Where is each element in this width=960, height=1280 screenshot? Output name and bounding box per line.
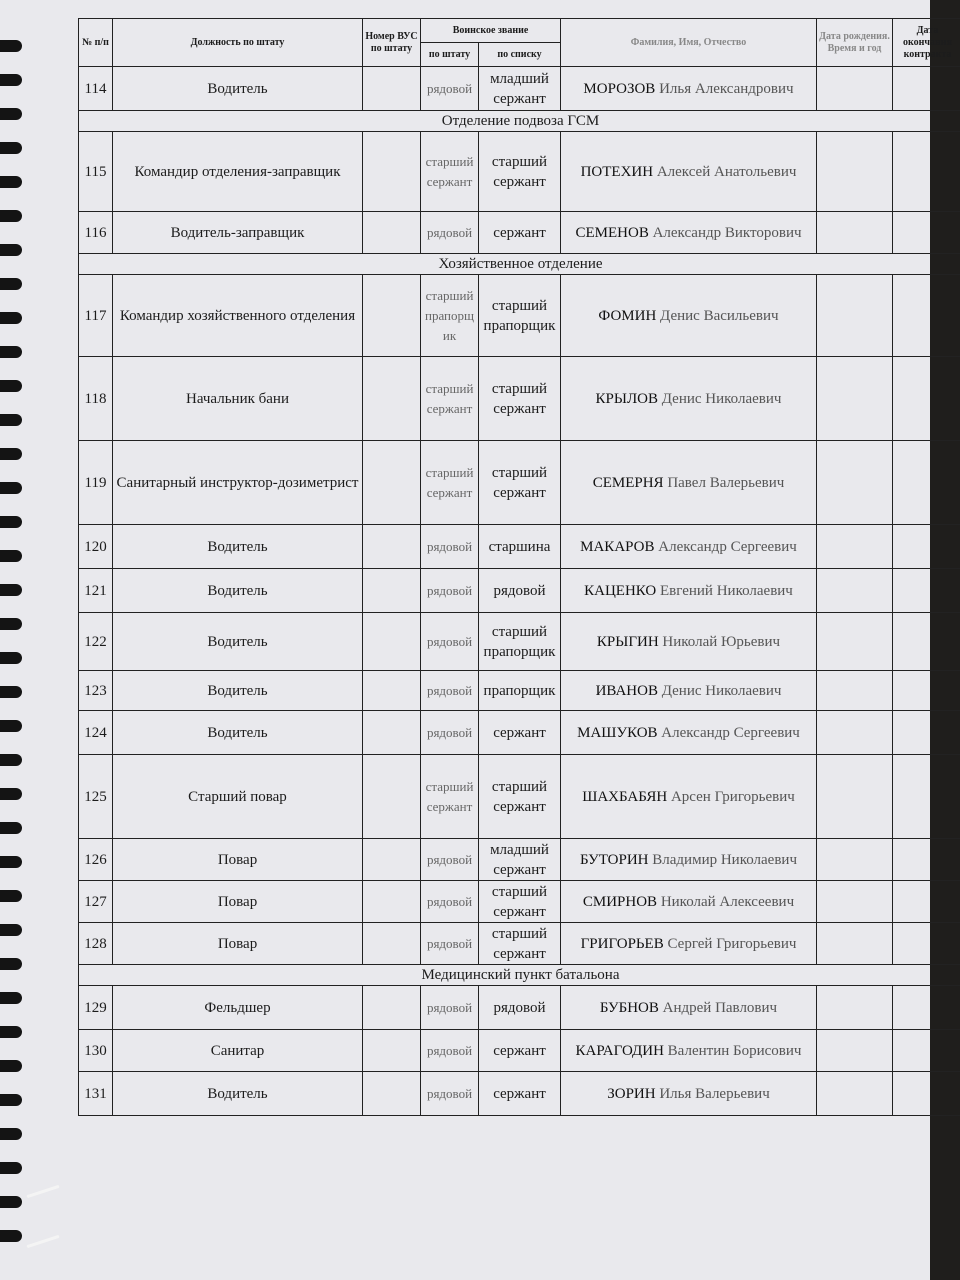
row-rank-list: старший сержант <box>479 357 561 441</box>
row-vus <box>363 212 421 254</box>
row-fio <box>561 67 817 111</box>
fio-last-name: БУТОРИН <box>580 851 649 868</box>
row-position: Водитель <box>113 67 363 111</box>
fio-last-name: СЕМЕНОВ <box>575 224 649 241</box>
fio-last-name: ФОМИН <box>598 307 657 324</box>
row-fio <box>561 671 817 711</box>
row-fio <box>561 613 817 671</box>
row-num: 127 <box>79 881 113 923</box>
section-row <box>79 111 960 132</box>
fio-given-names: Александр Сергеевич <box>658 538 797 555</box>
row-birth <box>817 357 893 441</box>
row-fio <box>561 132 817 212</box>
row-birth <box>817 986 893 1030</box>
fio-given-names: Арсен Григорьевич <box>670 788 795 805</box>
row-birth <box>817 441 893 525</box>
row-fio <box>561 986 817 1030</box>
fio-last-name: МОРОЗОВ <box>583 80 656 97</box>
table-row <box>79 132 960 212</box>
row-rank-staff: рядовой <box>421 881 479 923</box>
binding-ring <box>0 380 22 392</box>
table-row <box>79 1072 960 1116</box>
row-vus <box>363 67 421 111</box>
row-contract <box>893 1030 960 1072</box>
row-fio <box>561 1030 817 1072</box>
row-num: 131 <box>79 1072 113 1116</box>
row-fio <box>561 357 817 441</box>
row-vus <box>363 1030 421 1072</box>
binding-ring <box>0 1060 22 1072</box>
header-contract: Дата окончания контракта <box>893 19 960 67</box>
section-row <box>79 254 960 275</box>
row-birth <box>817 67 893 111</box>
binding-ring <box>0 278 22 290</box>
row-vus <box>363 357 421 441</box>
row-position: Повар <box>113 923 363 965</box>
row-num: 114 <box>79 67 113 111</box>
row-num: 124 <box>79 711 113 755</box>
row-birth <box>817 525 893 569</box>
row-rank-staff: старший сержант <box>421 755 479 839</box>
binding-ring <box>0 312 22 324</box>
row-rank-staff: рядовой <box>421 671 479 711</box>
row-num: 130 <box>79 1030 113 1072</box>
row-fio <box>561 755 817 839</box>
row-rank-list: младший сержант <box>479 839 561 881</box>
row-position: Водитель-заправщик <box>113 212 363 254</box>
row-vus <box>363 986 421 1030</box>
row-position: Начальник бани <box>113 357 363 441</box>
section-title: Отделение подвоза ГСМ <box>79 111 960 132</box>
row-contract <box>893 357 960 441</box>
row-fio <box>561 275 817 357</box>
binding-ring <box>0 992 22 1004</box>
row-position: Старший повар <box>113 755 363 839</box>
row-num: 123 <box>79 671 113 711</box>
fio-last-name: ЗОРИН <box>607 1085 656 1102</box>
binding-ring <box>0 108 22 120</box>
row-rank-list: старший сержант <box>479 132 561 212</box>
row-position: Водитель <box>113 569 363 613</box>
row-birth <box>817 212 893 254</box>
row-position: Водитель <box>113 613 363 671</box>
row-birth <box>817 569 893 613</box>
fio-last-name: МАШУКОВ <box>577 724 658 741</box>
row-birth <box>817 275 893 357</box>
binding-ring <box>0 516 22 528</box>
row-rank-list: старший прапорщик <box>479 613 561 671</box>
binding-ring <box>0 244 22 256</box>
table-row <box>79 441 960 525</box>
fio-last-name: КРЫГИН <box>596 633 659 650</box>
row-contract <box>893 525 960 569</box>
fio-last-name: МАКАРОВ <box>580 538 655 555</box>
row-rank-staff: рядовой <box>421 1072 479 1116</box>
binding-ring <box>0 448 22 460</box>
binding-ring <box>0 890 22 902</box>
section-title: Хозяйственное отделение <box>79 254 960 275</box>
row-contract <box>893 67 960 111</box>
row-num: 117 <box>79 275 113 357</box>
binding-ring <box>0 1026 22 1038</box>
row-rank-list: старший сержант <box>479 881 561 923</box>
row-rank-staff: рядовой <box>421 923 479 965</box>
row-contract <box>893 671 960 711</box>
row-contract <box>893 212 960 254</box>
row-position: Водитель <box>113 671 363 711</box>
fio-given-names: Денис Николаевич <box>661 390 782 407</box>
row-contract <box>893 755 960 839</box>
fio-given-names: Александр Викторович <box>652 224 802 241</box>
table-row <box>79 67 960 111</box>
fio-given-names: Александр Сергеевич <box>661 724 800 741</box>
table-row <box>79 275 960 357</box>
row-num: 120 <box>79 525 113 569</box>
row-rank-list: сержант <box>479 212 561 254</box>
binding-ring <box>0 924 22 936</box>
fio-last-name: ГРИГОРЬЕВ <box>580 935 664 952</box>
header-birth: Дата рождения. Время и год <box>817 19 893 67</box>
row-rank-list: рядовой <box>479 986 561 1030</box>
section-row <box>79 965 960 986</box>
fio-given-names: Андрей Павлович <box>662 999 778 1016</box>
row-num: 121 <box>79 569 113 613</box>
table-row <box>79 711 960 755</box>
row-contract <box>893 569 960 613</box>
header-rank-staff: по штату <box>421 43 479 67</box>
row-rank-list: рядовой <box>479 569 561 613</box>
table-row <box>79 671 960 711</box>
row-vus <box>363 569 421 613</box>
row-num: 118 <box>79 357 113 441</box>
header-rank-list: по списку <box>479 43 561 67</box>
row-rank-staff: рядовой <box>421 212 479 254</box>
fio-given-names: Алексей Анатольевич <box>656 163 797 180</box>
row-contract <box>893 986 960 1030</box>
row-position: Водитель <box>113 711 363 755</box>
row-contract <box>893 132 960 212</box>
row-rank-list: старший сержант <box>479 441 561 525</box>
binding-ring <box>0 788 22 800</box>
fio-last-name: СЕМЕРНЯ <box>592 474 664 491</box>
fio-last-name: ИВАНОВ <box>595 682 658 699</box>
row-vus <box>363 711 421 755</box>
row-vus <box>363 525 421 569</box>
row-rank-staff: старший сержант <box>421 441 479 525</box>
row-birth <box>817 671 893 711</box>
binding-ring <box>0 686 22 698</box>
table-row <box>79 923 960 965</box>
fio-given-names: Денис Николаевич <box>661 682 782 699</box>
row-position: Командир хозяйственного отделения <box>113 275 363 357</box>
table-row <box>79 839 960 881</box>
row-rank-list: младший сержант <box>479 67 561 111</box>
binding-ring <box>0 414 22 426</box>
fio-given-names: Николай Юрьевич <box>662 633 781 650</box>
table-row <box>79 755 960 839</box>
row-rank-list: сержант <box>479 711 561 755</box>
row-contract <box>893 881 960 923</box>
row-birth <box>817 839 893 881</box>
row-rank-staff: рядовой <box>421 711 479 755</box>
section-title: Медицинский пункт батальона <box>79 965 960 986</box>
binding-ring <box>0 958 22 970</box>
row-vus <box>363 613 421 671</box>
binding-ring <box>0 822 22 834</box>
row-fio <box>561 525 817 569</box>
binding-ring <box>0 856 22 868</box>
row-birth <box>817 1030 893 1072</box>
row-position: Повар <box>113 839 363 881</box>
row-num: 122 <box>79 613 113 671</box>
table-row <box>79 986 960 1030</box>
row-rank-list: старшина <box>479 525 561 569</box>
row-contract <box>893 275 960 357</box>
row-contract <box>893 1072 960 1116</box>
fio-given-names: Сергей Григорьевич <box>667 935 797 952</box>
binding-ring <box>0 1230 22 1242</box>
row-fio <box>561 711 817 755</box>
table-row <box>79 613 960 671</box>
row-rank-staff: рядовой <box>421 569 479 613</box>
row-contract <box>893 613 960 671</box>
row-birth <box>817 613 893 671</box>
row-contract <box>893 923 960 965</box>
row-contract <box>893 711 960 755</box>
row-fio <box>561 839 817 881</box>
binding-ring <box>0 74 22 86</box>
row-rank-list: старший прапорщик <box>479 275 561 357</box>
table-row <box>79 1030 960 1072</box>
row-vus <box>363 881 421 923</box>
fio-last-name: ШАХБАБЯН <box>582 788 668 805</box>
row-fio <box>561 569 817 613</box>
row-birth <box>817 881 893 923</box>
binding-ring <box>0 550 22 562</box>
row-contract <box>893 839 960 881</box>
row-rank-staff: рядовой <box>421 1030 479 1072</box>
row-position: Санитар <box>113 1030 363 1072</box>
row-birth <box>817 1072 893 1116</box>
roster-body <box>79 67 960 1116</box>
row-rank-staff: старший сержант <box>421 132 479 212</box>
row-fio <box>561 923 817 965</box>
row-rank-staff: рядовой <box>421 525 479 569</box>
fio-given-names: Евгений Николаевич <box>660 582 793 599</box>
fio-last-name: СМИРНОВ <box>582 893 658 910</box>
row-vus <box>363 1072 421 1116</box>
binding-ring <box>0 720 22 732</box>
binding-ring <box>0 754 22 766</box>
fio-last-name: КАРАГОДИН <box>575 1042 664 1059</box>
row-num: 126 <box>79 839 113 881</box>
row-position: Повар <box>113 881 363 923</box>
row-fio <box>561 212 817 254</box>
row-fio <box>561 1072 817 1116</box>
fio-given-names: Илья Валерьевич <box>659 1085 770 1102</box>
fio-given-names: Денис Васильевич <box>660 307 779 324</box>
header-position: Должность по штату <box>113 19 363 67</box>
binding-ring <box>0 40 22 52</box>
row-vus <box>363 441 421 525</box>
table-row <box>79 357 960 441</box>
row-rank-staff: рядовой <box>421 986 479 1030</box>
row-rank-list: сержант <box>479 1030 561 1072</box>
fio-last-name: ПОТЕХИН <box>580 163 654 180</box>
header-vus: Номер ВУС по штату <box>363 19 421 67</box>
row-num: 125 <box>79 755 113 839</box>
row-birth <box>817 923 893 965</box>
fio-given-names: Павел Валерьевич <box>667 474 785 491</box>
row-fio <box>561 441 817 525</box>
row-vus <box>363 132 421 212</box>
table-row <box>79 569 960 613</box>
row-rank-staff: рядовой <box>421 613 479 671</box>
row-rank-staff: рядовой <box>421 839 479 881</box>
fio-last-name: БУБНОВ <box>599 999 659 1016</box>
row-rank-staff: старший сержант <box>421 357 479 441</box>
row-vus <box>363 839 421 881</box>
roster-table <box>78 18 960 1116</box>
row-position: Санитарный инструктор-дозиметрист <box>113 441 363 525</box>
row-rank-list: сержант <box>479 1072 561 1116</box>
binding-ring <box>0 210 22 222</box>
fio-given-names: Владимир Николаевич <box>652 851 797 868</box>
table-row <box>79 212 960 254</box>
row-birth <box>817 755 893 839</box>
fio-last-name: КРЫЛОВ <box>595 390 658 407</box>
roster-sheet <box>78 18 952 1116</box>
binding-ring <box>0 618 22 630</box>
row-vus <box>363 671 421 711</box>
row-num: 119 <box>79 441 113 525</box>
row-rank-list: старший сержант <box>479 755 561 839</box>
header-num: № п/п <box>79 19 113 67</box>
binding-ring <box>0 346 22 358</box>
fio-given-names: Николай Алексеевич <box>660 893 795 910</box>
row-vus <box>363 275 421 357</box>
binding-ring <box>0 176 22 188</box>
row-birth <box>817 132 893 212</box>
row-num: 116 <box>79 212 113 254</box>
row-vus <box>363 755 421 839</box>
fio-given-names: Илья Александрович <box>659 80 794 97</box>
row-vus <box>363 923 421 965</box>
row-position: Водитель <box>113 525 363 569</box>
table-row <box>79 881 960 923</box>
row-position: Фельдшер <box>113 986 363 1030</box>
row-position: Командир отделения-заправщик <box>113 132 363 212</box>
header-fio: Фамилия, Имя, Отчество <box>561 19 817 67</box>
table-row <box>79 525 960 569</box>
binding-ring <box>0 142 22 154</box>
binding-ring <box>0 482 22 494</box>
binding-ring <box>0 1094 22 1106</box>
binding-ring <box>0 584 22 596</box>
row-fio <box>561 881 817 923</box>
spiral-binding <box>0 0 40 1280</box>
fio-last-name: КАЦЕНКО <box>584 582 657 599</box>
row-rank-staff: старший прапорщик <box>421 275 479 357</box>
binding-ring <box>0 1162 22 1174</box>
row-birth <box>817 711 893 755</box>
row-rank-staff: рядовой <box>421 67 479 111</box>
binding-ring <box>0 1196 22 1208</box>
header-rank-group: Воинское звание <box>421 19 561 43</box>
row-position: Водитель <box>113 1072 363 1116</box>
binding-ring <box>0 652 22 664</box>
row-num: 128 <box>79 923 113 965</box>
row-num: 115 <box>79 132 113 212</box>
row-num: 129 <box>79 986 113 1030</box>
row-contract <box>893 441 960 525</box>
binding-ring <box>0 1128 22 1140</box>
row-rank-list: старший сержант <box>479 923 561 965</box>
row-rank-list: прапорщик <box>479 671 561 711</box>
fio-given-names: Валентин Борисович <box>667 1042 802 1059</box>
